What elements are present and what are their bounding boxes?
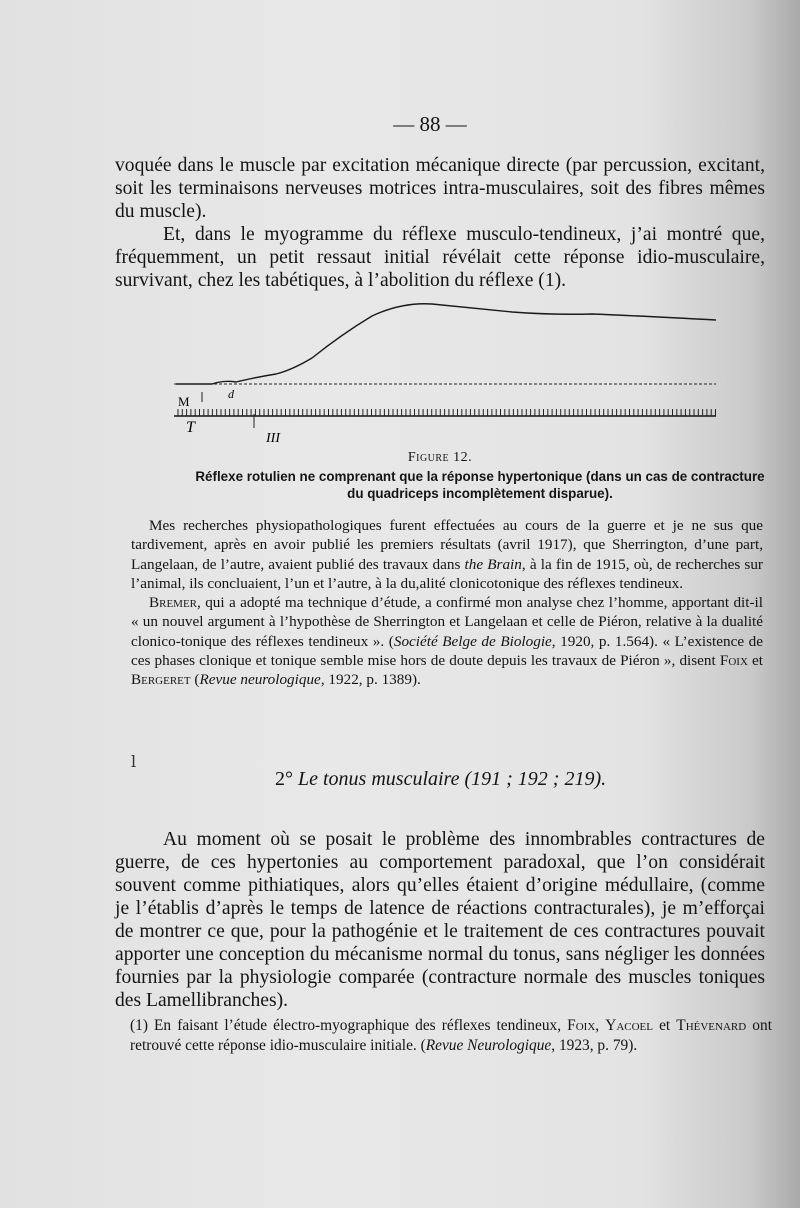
- journal-the-brain: the Brain: [464, 555, 522, 573]
- myogram-trace: [172, 296, 718, 444]
- paragraph-continuation: [115, 154, 765, 292]
- section-heading: 2° Le tonus musculaire (191 ; 192 ; 219).: [275, 768, 607, 790]
- paragraph-1: voquée dans le muscle par excitation mécanique directe (par percussion, excitant, soit les terminaisons nerveuses motrices intra-musculaires, soit des fibres mêmes du muscle).: [115, 155, 765, 222]
- figure-caption: Réflexe rotulien ne comprenant que la réponse hypertonique (dans un cas de contracture du quadriceps incomplètement disparue).: [195, 469, 765, 501]
- footnote: [130, 1016, 772, 1056]
- reflex-curve: [176, 304, 716, 384]
- paragraph-3: Au moment où se posait le problème des innombrables contractures de guerre, de ces hypertonies au comportement paradoxal, que l’on considérait souvent comme pithiatiques, alors qu’elles étaient d’origine médullaire, (comme je l’établis d’après le temps de latence de réactions contracturales), je m’efforçai de montrer ce que, pour la pathogénie et le traitement de ces contractures pouvait apporter une conception du mécanisme normal du tonus, sans négliger les données fournies par la physiologie comparée (contracture normale des muscles toniques des Lamellibranches).: [115, 829, 765, 1011]
- author-bremer: Bremer: [149, 594, 198, 612]
- small-paragraph-1: Mes recherches physiopathologiques furent effectuées au cours de la guerre et je ne sus que tardivement, après en avoir publié les premiers résultats (avril 1917), que Sherrington, d’une part, Langelaan, de l’autre, avaient publié des travaux dans the Brain, à la fin de 1915, où, de recherches sur l’animal, ils concluaient, l’un et l’autre, à la du,alité clonicotonique des réflexes tendineux.: [131, 517, 763, 592]
- label-m: M: [178, 394, 190, 409]
- paragraph-2: Et, dans le myogramme du réflexe musculo-tendineux, j’ai montré que, fréquemment, un petit ressaut initial révélait cette réponse idio-musculaire, survivant, chez les tabétiques, à l’abolition du réflexe (1).: [115, 224, 765, 291]
- figure-title: Figure 12.: [407, 450, 473, 465]
- stray-mark: l: [131, 752, 137, 771]
- label-d: d: [228, 387, 234, 401]
- page-number: — 88 —: [393, 112, 467, 136]
- footnote-1: (1) En faisant l’étude électro-myographique des réflexes tendineux, Foix, Yacoel et Thévenard ont retrouvé cette réponse idio-musculaire initiale. (Revue Neurologique, 1923, p. 79).: [130, 1017, 772, 1054]
- small-paragraph-2: Bremer, qui a adopté ma technique d’étude, a confirmé mon analyse chez l’homme, apportant dit-il « un nouvel argument à l’hypothèse de Sherrington et Langelaan et celle de Piéron, relative à la dualité clonico-tonique des réflexes tendineux ». (Société Belge de Biologie, 1920, p. 1.564). « L’existence de ces phases clonique et tonique semble mise hors de doute depuis les travaux de Piéron », disent Foix et Bergeret (Revue neurologique, 1922, p. 1389).: [131, 594, 764, 689]
- label-iii: III: [266, 431, 280, 444]
- section-refs: (191 ; 192 ; 219).: [464, 768, 607, 790]
- section-title: Le tonus musculaire: [298, 768, 460, 790]
- small-print-section: [131, 516, 763, 690]
- label-t: T: [186, 419, 195, 436]
- time-ticks: [178, 409, 716, 416]
- myogram-figure: [172, 296, 718, 444]
- paragraph-tonus: [115, 828, 765, 1012]
